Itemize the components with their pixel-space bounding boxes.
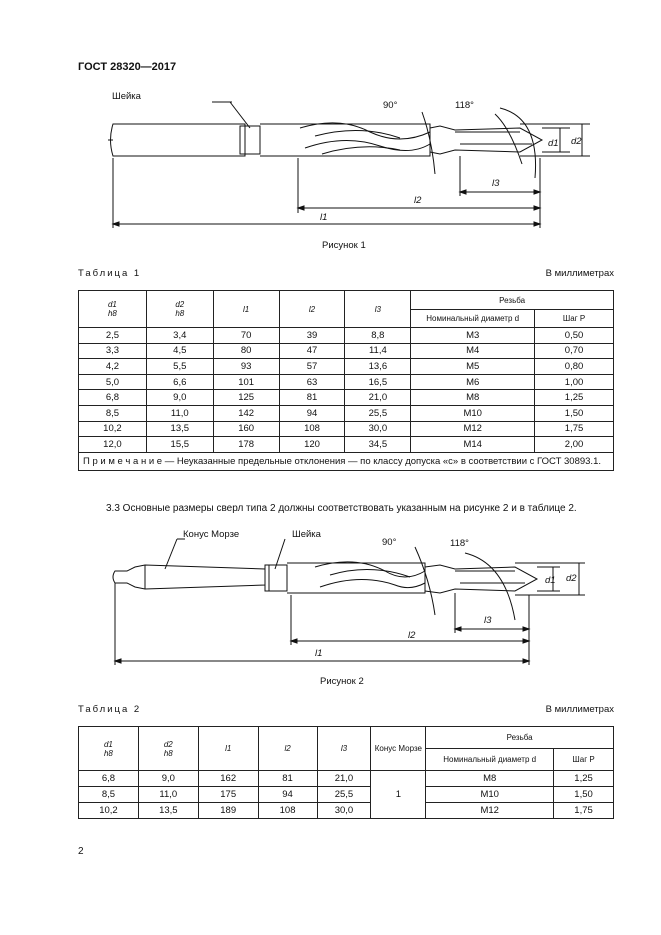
- table-cell: 108: [279, 421, 345, 437]
- table-cell: 47: [279, 343, 345, 359]
- table-2-title: Таблица 2: [78, 704, 142, 715]
- table-row: [79, 390, 614, 406]
- table-cell: 15,5: [146, 437, 213, 453]
- header-thread: Резьба: [426, 727, 614, 749]
- header-l1: l1: [213, 291, 279, 328]
- table-cell: 25,5: [317, 787, 371, 803]
- table-cell: 10,2: [79, 421, 147, 437]
- header-l3: l3: [317, 727, 371, 771]
- table-cell: M8: [426, 771, 554, 787]
- morse-cell: 1: [371, 771, 426, 819]
- section-paragraph: 3.3 Основные размеры сверл типа 2 должны соответствовать указанным на рисунке 2 и в таблице 2.: [106, 503, 577, 514]
- table-cell: M14: [411, 437, 535, 453]
- table-cell: 8,5: [79, 787, 139, 803]
- table-cell: 0,80: [535, 359, 614, 375]
- table-cell: 4,2: [79, 359, 147, 375]
- header-l2: l2: [279, 291, 345, 328]
- table-row: [79, 374, 614, 390]
- table-cell: 1,50: [535, 405, 614, 421]
- figure-2-l3-label: l3: [484, 615, 492, 626]
- table-cell: 101: [213, 374, 279, 390]
- figure-1-angle-118: 118°: [455, 100, 474, 111]
- table-cell: 6,8: [79, 771, 139, 787]
- header-l1: l1: [198, 727, 258, 771]
- table-cell: 4,5: [146, 343, 213, 359]
- figure-2-l1-label: l1: [315, 648, 323, 659]
- header-d2: d2 h8: [146, 291, 213, 328]
- table-cell: 3,4: [146, 328, 213, 344]
- table-cell: 178: [213, 437, 279, 453]
- table-cell: 3,3: [79, 343, 147, 359]
- table-cell: 189: [198, 803, 258, 819]
- table-cell: M6: [411, 374, 535, 390]
- table-cell: 11,0: [146, 405, 213, 421]
- table-cell: 2,00: [535, 437, 614, 453]
- table-cell: 16,5: [345, 374, 411, 390]
- table-2: [78, 726, 614, 819]
- table-cell: 13,5: [146, 421, 213, 437]
- figure-1-d2-label: d2: [571, 136, 582, 147]
- header-d1: d1 h8: [79, 727, 139, 771]
- table-cell: 8,8: [345, 328, 411, 344]
- header-nominal-diameter: Номинальный диаметр d: [426, 749, 554, 771]
- table-cell: M8: [411, 390, 535, 406]
- table-cell: 11,4: [345, 343, 411, 359]
- header-d2: d2 h8: [138, 727, 198, 771]
- table-1-units: В миллиметрах: [545, 268, 614, 279]
- page-number: 2: [78, 846, 84, 857]
- table-cell: 9,0: [138, 771, 198, 787]
- table-cell: 175: [198, 787, 258, 803]
- table-cell: 70: [213, 328, 279, 344]
- figure-2-d1-label: d1: [545, 575, 556, 586]
- table-cell: 1,25: [554, 771, 614, 787]
- figure-1-d1-label: d1: [548, 138, 559, 149]
- table-cell: 0,70: [535, 343, 614, 359]
- figure-1-caption: Рисунок 1: [322, 240, 366, 251]
- figure-2-neck-label: Шейка: [292, 529, 321, 540]
- table-cell: 11,0: [138, 787, 198, 803]
- table-cell: 120: [279, 437, 345, 453]
- header-morse: Конус Морзе: [371, 727, 426, 771]
- table-1-note: П р и м е ч а н и е — Неуказанные предельные отклонения — по классу допуска «с» в соответствии с ГОСТ 30893.1.: [79, 452, 614, 470]
- figure-1-neck-label: Шейка: [112, 91, 141, 102]
- table-cell: 10,2: [79, 803, 139, 819]
- figure-2-l2-label: l2: [408, 630, 416, 641]
- figure-1-l2-label: l2: [414, 195, 422, 206]
- table-row: [79, 771, 614, 787]
- table-row: [79, 343, 614, 359]
- table-cell: 0,50: [535, 328, 614, 344]
- table-cell: 80: [213, 343, 279, 359]
- table-cell: 108: [258, 803, 317, 819]
- table-cell: M10: [426, 787, 554, 803]
- table-cell: 1,25: [535, 390, 614, 406]
- figure-1-l1-label: l1: [320, 212, 328, 223]
- figure-1-angle-90: 90°: [383, 100, 398, 111]
- table-cell: 2,5: [79, 328, 147, 344]
- table-cell: 1,50: [554, 787, 614, 803]
- header-l3: l3: [345, 291, 411, 328]
- table-row: [79, 359, 614, 375]
- header-nominal-diameter: Номинальный диаметр d: [411, 310, 535, 328]
- table-cell: 94: [258, 787, 317, 803]
- table-1: [78, 290, 614, 471]
- table-cell: 1,75: [535, 421, 614, 437]
- table-cell: 94: [279, 405, 345, 421]
- figure-2-angle-118: 118°: [450, 538, 469, 549]
- document-header: ГОСТ 28320—2017: [78, 61, 177, 73]
- table-row: [79, 787, 614, 803]
- header-d1: d1 h8: [79, 291, 147, 328]
- header-pitch: Шаг P: [554, 749, 614, 771]
- figure-2-caption: Рисунок 2: [320, 676, 364, 687]
- table-cell: M12: [426, 803, 554, 819]
- table-cell: 30,0: [317, 803, 371, 819]
- table-cell: 5,5: [146, 359, 213, 375]
- table-cell: 81: [258, 771, 317, 787]
- table-cell: 30,0: [345, 421, 411, 437]
- table-cell: 142: [213, 405, 279, 421]
- table-cell: 13,5: [138, 803, 198, 819]
- table-cell: 34,5: [345, 437, 411, 453]
- table-row: [79, 803, 614, 819]
- figure-1-drawing: [100, 88, 600, 238]
- table-row: [79, 437, 614, 453]
- table-cell: 162: [198, 771, 258, 787]
- figure-2-angle-90: 90°: [382, 537, 397, 548]
- table-2-units: В миллиметрах: [545, 704, 614, 715]
- header-l2: l2: [258, 727, 317, 771]
- table-cell: 13,6: [345, 359, 411, 375]
- table-cell: 160: [213, 421, 279, 437]
- figure-1-l3-label: l3: [492, 178, 500, 189]
- table-cell: 21,0: [345, 390, 411, 406]
- table-cell: 12,0: [79, 437, 147, 453]
- header-thread: Резьба: [411, 291, 614, 310]
- table-cell: M3: [411, 328, 535, 344]
- table-cell: 25,5: [345, 405, 411, 421]
- table-cell: 81: [279, 390, 345, 406]
- figure-2-d2-label: d2: [566, 573, 577, 584]
- table-cell: 63: [279, 374, 345, 390]
- table-cell: 57: [279, 359, 345, 375]
- table-cell: 8,5: [79, 405, 147, 421]
- table-cell: M5: [411, 359, 535, 375]
- table-row: [79, 328, 614, 344]
- table-cell: M4: [411, 343, 535, 359]
- figure-2-drawing: [105, 525, 595, 670]
- table-cell: M12: [411, 421, 535, 437]
- table-cell: 39: [279, 328, 345, 344]
- table-cell: 1,75: [554, 803, 614, 819]
- figure-2-morse-label: Конус Морзе: [183, 529, 240, 540]
- table-cell: 93: [213, 359, 279, 375]
- table-cell: 5,0: [79, 374, 147, 390]
- table-cell: 6,6: [146, 374, 213, 390]
- table-row: [79, 421, 614, 437]
- table-cell: 6,8: [79, 390, 147, 406]
- table-row: [79, 405, 614, 421]
- table-cell: 21,0: [317, 771, 371, 787]
- table-1-title: Таблица 1: [78, 268, 142, 279]
- table-cell: M10: [411, 405, 535, 421]
- table-cell: 1,00: [535, 374, 614, 390]
- header-pitch: Шаг P: [535, 310, 614, 328]
- table-cell: 125: [213, 390, 279, 406]
- table-cell: 9,0: [146, 390, 213, 406]
